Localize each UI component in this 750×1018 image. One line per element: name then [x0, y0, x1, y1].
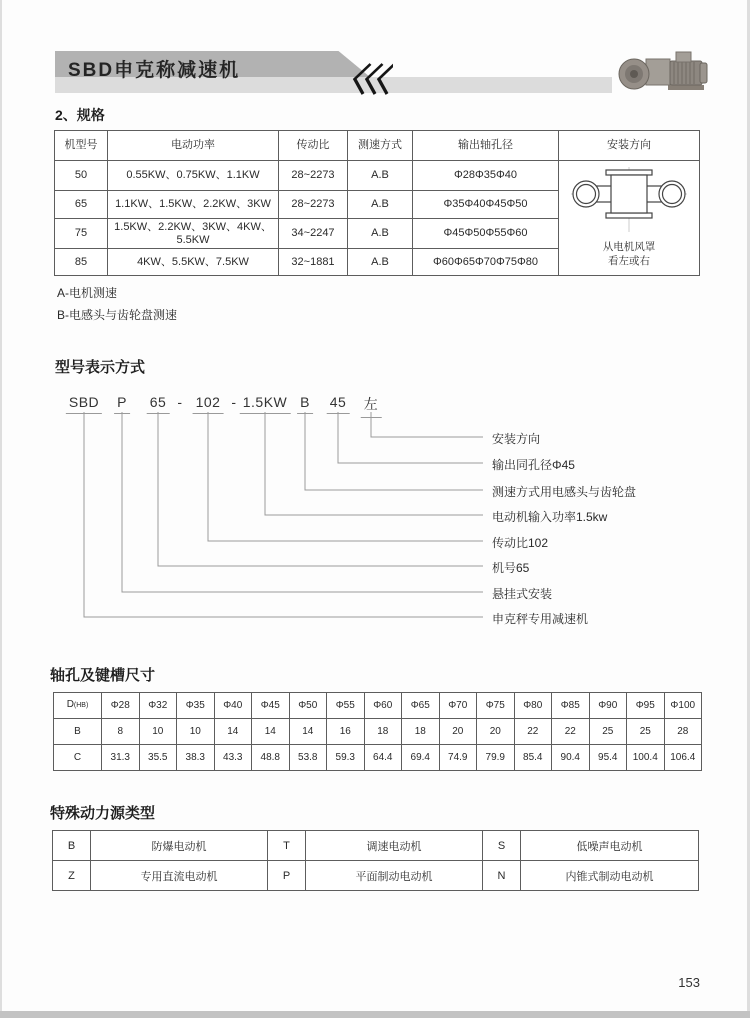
cell-bore: Φ45Φ50Φ55Φ60 — [413, 219, 559, 249]
chevrons-left-icon — [349, 62, 393, 96]
cell-bore: Φ60Φ65Φ70Φ75Φ80 — [413, 249, 559, 276]
keyway-section-heading: 轴孔及键槽尺寸 — [50, 667, 156, 684]
power-type-table — [52, 830, 699, 891]
cell-c: 64.4 — [364, 745, 402, 771]
cell-desc: 内锥式制动电动机 — [521, 861, 699, 891]
cell-b: 16 — [327, 719, 365, 745]
code-token-mount-type: P — [114, 394, 130, 414]
cell-power: 1.1KW、1.5KW、2.2KW、3KW — [108, 191, 279, 219]
cell-ratio: 28~2273 — [279, 161, 348, 191]
mount-caption-line2: 看左或右 — [608, 255, 650, 267]
cell-desc: 调速电动机 — [306, 831, 483, 861]
cell-b: 14 — [214, 719, 252, 745]
cell-ratio: 32~1881 — [279, 249, 348, 276]
cell-diameter: Φ95 — [627, 693, 665, 719]
code-token-bore: 45 — [327, 394, 350, 414]
code-label-speed-mode: 测速方式用电感头与齿轮盘 — [492, 485, 637, 499]
code-label-mount-type: 悬挂式安装 — [492, 587, 553, 601]
code-label-series: 申克秤专用减速机 — [492, 612, 589, 626]
cell-c: 90.4 — [552, 745, 590, 771]
cell-diameter: Φ60 — [364, 693, 402, 719]
code-label-output-bore: 输出同孔径Φ45 — [492, 458, 575, 472]
spec-header-row — [55, 131, 700, 161]
cell-c: 85.4 — [514, 745, 552, 771]
cell-b: 18 — [364, 719, 402, 745]
power-type-row — [53, 831, 699, 861]
cell-b: 22 — [552, 719, 590, 745]
cell-diameter: Φ90 — [589, 693, 627, 719]
cell-ratio: 28~2273 — [279, 191, 348, 219]
spec-section-heading: 2、规格 — [55, 107, 105, 123]
keyway-row-b — [54, 719, 702, 745]
cell-diameter: Φ28 — [102, 693, 140, 719]
code-label-mount-direction: 安装方向 — [492, 432, 541, 446]
cell-code: Z — [53, 861, 91, 891]
cell-c: 48.8 — [252, 745, 290, 771]
mount-direction-cell — [559, 161, 700, 276]
spec-row-50 — [55, 161, 700, 191]
cell-diameter: Φ32 — [139, 693, 177, 719]
col-header-speed-mode: 测速方式 — [348, 131, 413, 161]
cell-c: 79.9 — [477, 745, 515, 771]
col-header-power: 电动功率 — [108, 131, 279, 161]
page-edge-bottom — [0, 1011, 750, 1018]
cell-desc: 专用直流电动机 — [91, 861, 268, 891]
cell-desc: 平面制动电动机 — [306, 861, 483, 891]
page-edge-left — [0, 0, 2, 1018]
cell-speed-mode: A.B — [348, 191, 413, 219]
note-b: B-电感头与齿轮盘测速 — [57, 308, 178, 322]
page-number: 153 — [678, 975, 700, 990]
cell-c: 106.4 — [664, 745, 702, 771]
cell-b: 20 — [439, 719, 477, 745]
cell-c: 35.5 — [139, 745, 177, 771]
cell-power: 4KW、5.5KW、7.5KW — [108, 249, 279, 276]
cell-c: 95.4 — [589, 745, 627, 771]
cell-b: 20 — [477, 719, 515, 745]
cell-bore: Φ35Φ40Φ45Φ50 — [413, 191, 559, 219]
cell-c: 59.3 — [327, 745, 365, 771]
code-dash: - — [231, 394, 237, 410]
cell-ratio: 34~2247 — [279, 219, 348, 249]
cell-b: 28 — [664, 719, 702, 745]
gear-motor-photo — [616, 47, 716, 95]
cell-desc: 防爆电动机 — [91, 831, 268, 861]
cell-code: P — [268, 861, 306, 891]
cell-diameter: Φ75 — [477, 693, 515, 719]
cell-diameter: Φ50 — [289, 693, 327, 719]
col-header-model: 机型号 — [55, 131, 108, 161]
keyway-table — [53, 692, 702, 771]
page-title: SBD申克称减速机 — [68, 60, 241, 81]
cell-power: 0.55KW、0.75KW、1.1KW — [108, 161, 279, 191]
cell-diameter: Φ80 — [514, 693, 552, 719]
note-a: A-电机测速 — [57, 286, 118, 300]
cell-diameter: Φ45 — [252, 693, 290, 719]
cell-b: 10 — [177, 719, 215, 745]
cell-speed-mode: A.B — [348, 249, 413, 276]
power-type-row — [53, 861, 699, 891]
mount-direction-diagram — [570, 166, 688, 236]
cell-diameter: Φ55 — [327, 693, 365, 719]
cell-b: 25 — [589, 719, 627, 745]
cell-code: S — [483, 831, 521, 861]
cell-diameter: Φ65 — [402, 693, 440, 719]
cell-diameter: Φ70 — [439, 693, 477, 719]
cell-c: 69.4 — [402, 745, 440, 771]
cell-c: 100.4 — [627, 745, 665, 771]
cell-code: N — [483, 861, 521, 891]
code-token-direction: 左 — [361, 394, 382, 418]
cell-model: 85 — [55, 249, 108, 276]
col-header-mount: 安装方向 — [559, 131, 700, 161]
row-label-c: C — [54, 745, 102, 771]
cell-speed-mode: A.B — [348, 161, 413, 191]
code-label-frame-size: 机号65 — [492, 561, 530, 575]
cell-code: B — [53, 831, 91, 861]
spec-table — [54, 130, 700, 276]
cell-diameter: Φ85 — [552, 693, 590, 719]
cell-c: 74.9 — [439, 745, 477, 771]
row-label-d: D(HB) — [54, 693, 102, 719]
code-token-series: SBD — [66, 394, 102, 414]
power-type-heading: 特殊动力源类型 — [50, 805, 156, 822]
cell-power: 1.5KW、2.2KW、3KW、4KW、5.5KW — [108, 219, 279, 249]
cell-b: 18 — [402, 719, 440, 745]
keyway-row-c — [54, 745, 702, 771]
code-label-input-power: 电动机输入功率1.5kw — [492, 510, 608, 524]
cell-diameter: Φ35 — [177, 693, 215, 719]
col-header-ratio: 传动比 — [279, 131, 348, 161]
cell-b: 8 — [102, 719, 140, 745]
cell-model: 65 — [55, 191, 108, 219]
cell-desc: 低噪声电动机 — [521, 831, 699, 861]
cell-model: 75 — [55, 219, 108, 249]
cell-code: T — [268, 831, 306, 861]
cell-c: 43.3 — [214, 745, 252, 771]
cell-b: 14 — [289, 719, 327, 745]
code-label-ratio: 传动比102 — [492, 536, 549, 550]
model-code-heading: 型号表示方式 — [55, 359, 146, 376]
cell-b: 10 — [139, 719, 177, 745]
code-dash: - — [177, 394, 183, 410]
cell-speed-mode: A.B — [348, 219, 413, 249]
cell-c: 53.8 — [289, 745, 327, 771]
cell-b: 14 — [252, 719, 290, 745]
row-label-b: B — [54, 719, 102, 745]
cell-diameter: Φ100 — [664, 693, 702, 719]
cell-diameter: Φ40 — [214, 693, 252, 719]
col-header-bore: 输出轴孔径 — [413, 131, 559, 161]
code-token-frame-size: 65 — [147, 394, 170, 414]
code-token-ratio: 102 — [193, 394, 224, 414]
keyway-row-diameter — [54, 693, 702, 719]
cell-model: 50 — [55, 161, 108, 191]
cell-b: 25 — [627, 719, 665, 745]
code-token-power: 1.5KW — [240, 394, 291, 414]
mount-caption-line1: 从电机风罩 — [602, 241, 656, 253]
cell-c: 38.3 — [177, 745, 215, 771]
cell-bore: Φ28Φ35Φ40 — [413, 161, 559, 191]
code-token-speed-mode: B — [297, 394, 313, 414]
cell-b: 22 — [514, 719, 552, 745]
cell-c: 31.3 — [102, 745, 140, 771]
